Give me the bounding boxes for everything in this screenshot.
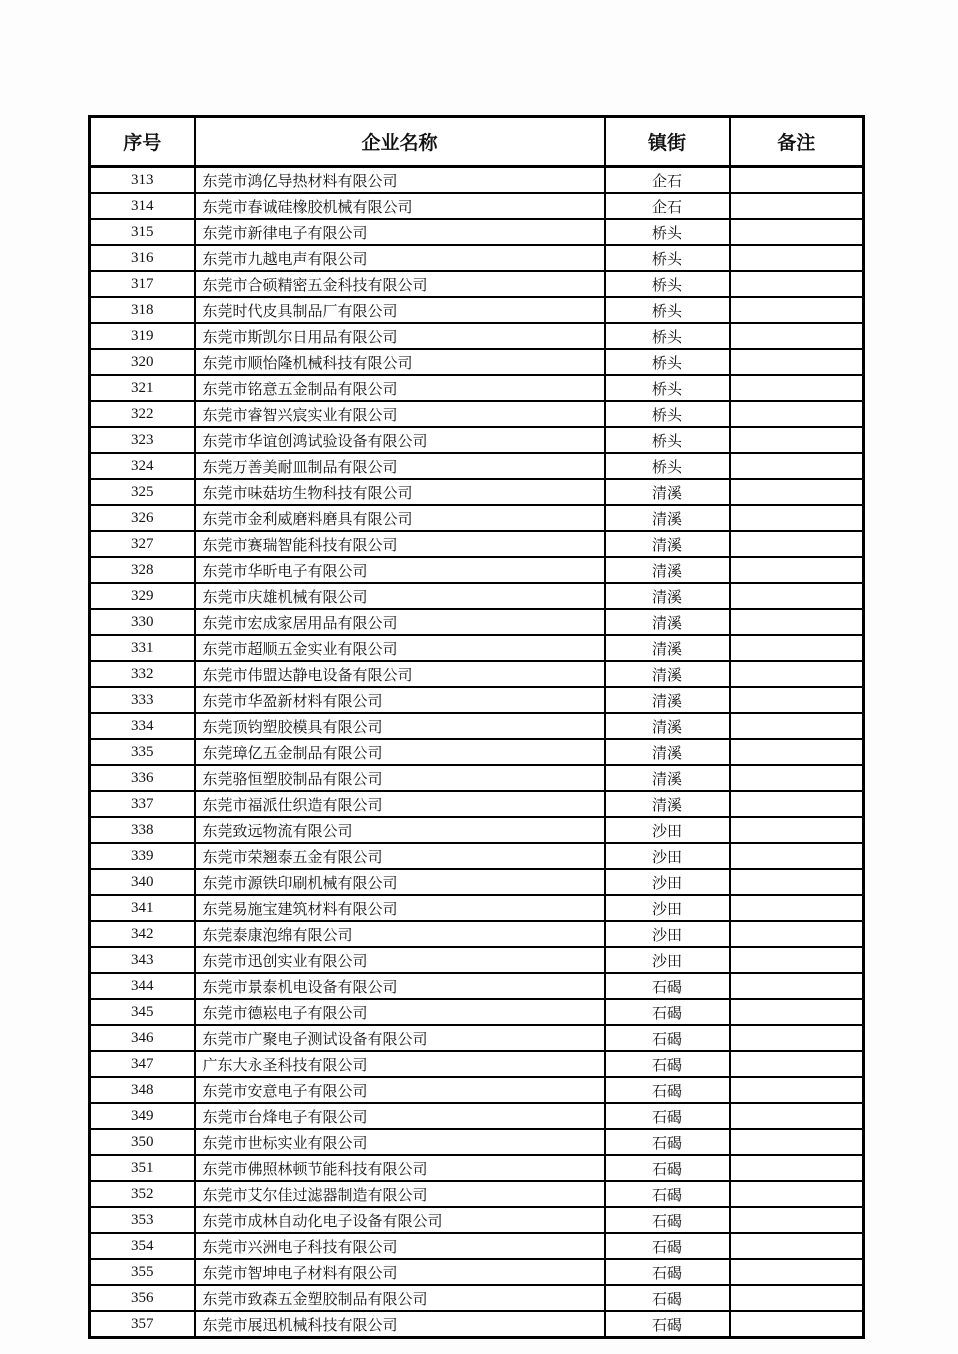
cell-remark <box>730 869 864 895</box>
table-row <box>90 843 864 869</box>
cell-town: 桥头 <box>605 297 730 323</box>
table-row <box>90 1207 864 1233</box>
cell-remark <box>730 297 864 323</box>
cell-remark <box>730 973 864 999</box>
cell-company-name: 东莞市广聚电子测试设备有限公司 <box>195 1025 605 1051</box>
cell-town: 石碣 <box>605 1155 730 1181</box>
cell-town: 石碣 <box>605 1233 730 1259</box>
cell-remark <box>730 427 864 453</box>
cell-town: 石碣 <box>605 1259 730 1285</box>
cell-company-name: 东莞市世标实业有限公司 <box>195 1129 605 1155</box>
cell-serial-number: 313 <box>90 167 195 194</box>
cell-town: 桥头 <box>605 219 730 245</box>
cell-serial-number: 317 <box>90 271 195 297</box>
cell-serial-number: 321 <box>90 375 195 401</box>
cell-company-name: 东莞市宏成家居用品有限公司 <box>195 609 605 635</box>
cell-town: 桥头 <box>605 375 730 401</box>
cell-town: 清溪 <box>605 661 730 687</box>
table-row <box>90 349 864 375</box>
cell-serial-number: 349 <box>90 1103 195 1129</box>
cell-serial-number: 345 <box>90 999 195 1025</box>
cell-serial-number: 336 <box>90 765 195 791</box>
cell-remark <box>730 583 864 609</box>
cell-company-name: 东莞易施宝建筑材料有限公司 <box>195 895 605 921</box>
table-row <box>90 1181 864 1207</box>
cell-town: 石碣 <box>605 1025 730 1051</box>
cell-remark <box>730 739 864 765</box>
table-row <box>90 687 864 713</box>
cell-company-name: 东莞市合硕精密五金科技有限公司 <box>195 271 605 297</box>
cell-serial-number: 324 <box>90 453 195 479</box>
cell-remark <box>730 661 864 687</box>
table-row <box>90 817 864 843</box>
cell-company-name: 东莞市展迅机械科技有限公司 <box>195 1311 605 1338</box>
table-body <box>90 167 864 1338</box>
cell-town: 清溪 <box>605 713 730 739</box>
cell-company-name: 东莞市德崧电子有限公司 <box>195 999 605 1025</box>
cell-town: 石碣 <box>605 1285 730 1311</box>
table-row <box>90 921 864 947</box>
cell-remark <box>730 947 864 973</box>
cell-town: 清溪 <box>605 609 730 635</box>
cell-town: 企石 <box>605 167 730 194</box>
cell-remark <box>730 999 864 1025</box>
cell-serial-number: 323 <box>90 427 195 453</box>
cell-company-name: 东莞市新律电子有限公司 <box>195 219 605 245</box>
cell-serial-number: 332 <box>90 661 195 687</box>
cell-serial-number: 352 <box>90 1181 195 1207</box>
table-row <box>90 505 864 531</box>
cell-company-name: 东莞市兴洲电子科技有限公司 <box>195 1233 605 1259</box>
cell-remark <box>730 687 864 713</box>
header-town: 镇街 <box>605 117 730 167</box>
cell-company-name: 东莞顶钧塑胶模具有限公司 <box>195 713 605 739</box>
cell-serial-number: 337 <box>90 791 195 817</box>
cell-remark <box>730 1129 864 1155</box>
cell-remark <box>730 453 864 479</box>
cell-serial-number: 348 <box>90 1077 195 1103</box>
cell-company-name: 东莞致远物流有限公司 <box>195 817 605 843</box>
table-row <box>90 713 864 739</box>
cell-serial-number: 342 <box>90 921 195 947</box>
table-row <box>90 401 864 427</box>
cell-serial-number: 341 <box>90 895 195 921</box>
cell-serial-number: 320 <box>90 349 195 375</box>
cell-remark <box>730 1259 864 1285</box>
cell-remark <box>730 921 864 947</box>
cell-company-name: 东莞市迅创实业有限公司 <box>195 947 605 973</box>
table-row <box>90 427 864 453</box>
cell-company-name: 东莞璋亿五金制品有限公司 <box>195 739 605 765</box>
cell-town: 桥头 <box>605 271 730 297</box>
table-row <box>90 1025 864 1051</box>
table-row <box>90 869 864 895</box>
cell-town: 清溪 <box>605 765 730 791</box>
table-row <box>90 245 864 271</box>
cell-company-name: 东莞市致森五金塑胶制品有限公司 <box>195 1285 605 1311</box>
cell-town: 清溪 <box>605 583 730 609</box>
cell-town: 石碣 <box>605 973 730 999</box>
table-row <box>90 1155 864 1181</box>
cell-town: 石碣 <box>605 1311 730 1338</box>
cell-company-name: 东莞市华谊创鸿试验设备有限公司 <box>195 427 605 453</box>
table-row <box>90 375 864 401</box>
cell-company-name: 东莞市智坤电子材料有限公司 <box>195 1259 605 1285</box>
table-header <box>90 117 864 167</box>
cell-town: 沙田 <box>605 895 730 921</box>
cell-serial-number: 355 <box>90 1259 195 1285</box>
cell-company-name: 东莞市味菇坊生物科技有限公司 <box>195 479 605 505</box>
cell-serial-number: 326 <box>90 505 195 531</box>
cell-serial-number: 330 <box>90 609 195 635</box>
header-remark: 备注 <box>730 117 864 167</box>
table-row <box>90 661 864 687</box>
cell-town: 桥头 <box>605 349 730 375</box>
cell-town: 石碣 <box>605 1181 730 1207</box>
cell-serial-number: 347 <box>90 1051 195 1077</box>
cell-remark <box>730 323 864 349</box>
table-row <box>90 479 864 505</box>
cell-remark <box>730 1025 864 1051</box>
cell-company-name: 东莞市台烽电子有限公司 <box>195 1103 605 1129</box>
table-row <box>90 219 864 245</box>
table-row <box>90 895 864 921</box>
cell-company-name: 东莞市荣翘泰五金有限公司 <box>195 843 605 869</box>
cell-company-name: 东莞骆恒塑胶制品有限公司 <box>195 765 605 791</box>
cell-remark <box>730 817 864 843</box>
cell-town: 桥头 <box>605 323 730 349</box>
cell-town: 清溪 <box>605 505 730 531</box>
cell-serial-number: 351 <box>90 1155 195 1181</box>
table-row <box>90 1233 864 1259</box>
cell-remark <box>730 349 864 375</box>
cell-company-name: 东莞市九越电声有限公司 <box>195 245 605 271</box>
cell-town: 石碣 <box>605 1103 730 1129</box>
cell-company-name: 东莞市景泰机电设备有限公司 <box>195 973 605 999</box>
table-row <box>90 1311 864 1338</box>
cell-company-name: 东莞市安意电子有限公司 <box>195 1077 605 1103</box>
cell-town: 沙田 <box>605 817 730 843</box>
cell-company-name: 东莞市华盈新材料有限公司 <box>195 687 605 713</box>
cell-company-name: 东莞市庆雄机械有限公司 <box>195 583 605 609</box>
header-serial-number: 序号 <box>90 117 195 167</box>
cell-town: 桥头 <box>605 427 730 453</box>
cell-remark <box>730 479 864 505</box>
cell-remark <box>730 635 864 661</box>
cell-remark <box>730 1077 864 1103</box>
cell-remark <box>730 245 864 271</box>
cell-serial-number: 338 <box>90 817 195 843</box>
table-row <box>90 453 864 479</box>
table-row <box>90 739 864 765</box>
table-header-row <box>90 117 864 167</box>
cell-company-name: 广东大永圣科技有限公司 <box>195 1051 605 1077</box>
cell-remark <box>730 713 864 739</box>
cell-town: 沙田 <box>605 947 730 973</box>
cell-remark <box>730 1233 864 1259</box>
cell-remark <box>730 193 864 219</box>
cell-remark <box>730 1181 864 1207</box>
cell-serial-number: 344 <box>90 973 195 999</box>
cell-serial-number: 339 <box>90 843 195 869</box>
cell-company-name: 东莞市超顺五金实业有限公司 <box>195 635 605 661</box>
cell-serial-number: 343 <box>90 947 195 973</box>
cell-remark <box>730 219 864 245</box>
cell-remark <box>730 1051 864 1077</box>
cell-remark <box>730 167 864 194</box>
cell-town: 清溪 <box>605 557 730 583</box>
cell-serial-number: 346 <box>90 1025 195 1051</box>
cell-town: 石碣 <box>605 1129 730 1155</box>
cell-remark <box>730 375 864 401</box>
cell-company-name: 东莞万善美耐皿制品有限公司 <box>195 453 605 479</box>
cell-serial-number: 325 <box>90 479 195 505</box>
cell-town: 清溪 <box>605 479 730 505</box>
cell-remark <box>730 1311 864 1338</box>
cell-serial-number: 340 <box>90 869 195 895</box>
cell-remark <box>730 1285 864 1311</box>
cell-town: 清溪 <box>605 635 730 661</box>
cell-town: 石碣 <box>605 1051 730 1077</box>
cell-serial-number: 315 <box>90 219 195 245</box>
table-row <box>90 167 864 194</box>
cell-company-name: 东莞市源铁印刷机械有限公司 <box>195 869 605 895</box>
cell-serial-number: 322 <box>90 401 195 427</box>
cell-serial-number: 327 <box>90 531 195 557</box>
cell-remark <box>730 271 864 297</box>
cell-remark <box>730 843 864 869</box>
cell-company-name: 东莞市艾尔佳过滤器制造有限公司 <box>195 1181 605 1207</box>
cell-company-name: 东莞市金利威磨料磨具有限公司 <box>195 505 605 531</box>
table-row <box>90 609 864 635</box>
cell-serial-number: 331 <box>90 635 195 661</box>
cell-company-name: 东莞市华昕电子有限公司 <box>195 557 605 583</box>
cell-town: 清溪 <box>605 531 730 557</box>
cell-remark <box>730 531 864 557</box>
table-row <box>90 791 864 817</box>
cell-town: 沙田 <box>605 921 730 947</box>
cell-company-name: 东莞市伟盟达静电设备有限公司 <box>195 661 605 687</box>
cell-town: 桥头 <box>605 401 730 427</box>
cell-town: 沙田 <box>605 869 730 895</box>
cell-serial-number: 318 <box>90 297 195 323</box>
cell-company-name: 东莞市顺怡隆机械科技有限公司 <box>195 349 605 375</box>
cell-company-name: 东莞市赛瑞智能科技有限公司 <box>195 531 605 557</box>
cell-company-name: 东莞市鸿亿导热材料有限公司 <box>195 167 605 194</box>
cell-town: 石碣 <box>605 1077 730 1103</box>
cell-town: 桥头 <box>605 453 730 479</box>
cell-company-name: 东莞市铭意五金制品有限公司 <box>195 375 605 401</box>
cell-company-name: 东莞市斯凯尔日用品有限公司 <box>195 323 605 349</box>
table-row <box>90 1103 864 1129</box>
cell-remark <box>730 1207 864 1233</box>
table-row <box>90 583 864 609</box>
table-row <box>90 271 864 297</box>
cell-town: 清溪 <box>605 687 730 713</box>
table-row <box>90 193 864 219</box>
company-roster-table <box>88 115 865 1339</box>
header-company-name: 企业名称 <box>195 117 605 167</box>
cell-serial-number: 354 <box>90 1233 195 1259</box>
cell-serial-number: 319 <box>90 323 195 349</box>
cell-company-name: 东莞市春诚硅橡胶机械有限公司 <box>195 193 605 219</box>
cell-remark <box>730 1155 864 1181</box>
cell-company-name: 东莞市成林自动化电子设备有限公司 <box>195 1207 605 1233</box>
cell-serial-number: 335 <box>90 739 195 765</box>
cell-serial-number: 334 <box>90 713 195 739</box>
cell-remark <box>730 401 864 427</box>
table-row <box>90 973 864 999</box>
table-row <box>90 323 864 349</box>
table-row <box>90 635 864 661</box>
cell-remark <box>730 895 864 921</box>
table-row <box>90 1259 864 1285</box>
cell-town: 石碣 <box>605 1207 730 1233</box>
cell-serial-number: 353 <box>90 1207 195 1233</box>
table-row <box>90 765 864 791</box>
cell-serial-number: 350 <box>90 1129 195 1155</box>
cell-serial-number: 356 <box>90 1285 195 1311</box>
cell-serial-number: 333 <box>90 687 195 713</box>
cell-company-name: 东莞市福派仕织造有限公司 <box>195 791 605 817</box>
table-row <box>90 531 864 557</box>
table-row <box>90 297 864 323</box>
cell-company-name: 东莞泰康泡绵有限公司 <box>195 921 605 947</box>
table-row <box>90 1285 864 1311</box>
cell-town: 桥头 <box>605 245 730 271</box>
cell-remark <box>730 791 864 817</box>
cell-company-name: 东莞时代皮具制品厂有限公司 <box>195 297 605 323</box>
cell-company-name: 东莞市睿智兴宸实业有限公司 <box>195 401 605 427</box>
cell-remark <box>730 557 864 583</box>
table-row <box>90 947 864 973</box>
cell-town: 沙田 <box>605 843 730 869</box>
table-row <box>90 999 864 1025</box>
cell-town: 清溪 <box>605 739 730 765</box>
cell-remark <box>730 765 864 791</box>
table-row <box>90 557 864 583</box>
cell-town: 企石 <box>605 193 730 219</box>
cell-town: 清溪 <box>605 791 730 817</box>
cell-remark <box>730 505 864 531</box>
cell-serial-number: 316 <box>90 245 195 271</box>
cell-town: 石碣 <box>605 999 730 1025</box>
cell-remark <box>730 1103 864 1129</box>
table-row <box>90 1077 864 1103</box>
table-row <box>90 1129 864 1155</box>
table-row <box>90 1051 864 1077</box>
cell-serial-number: 328 <box>90 557 195 583</box>
cell-serial-number: 329 <box>90 583 195 609</box>
cell-serial-number: 314 <box>90 193 195 219</box>
cell-remark <box>730 609 864 635</box>
cell-serial-number: 357 <box>90 1311 195 1338</box>
cell-company-name: 东莞市佛照林顿节能科技有限公司 <box>195 1155 605 1181</box>
